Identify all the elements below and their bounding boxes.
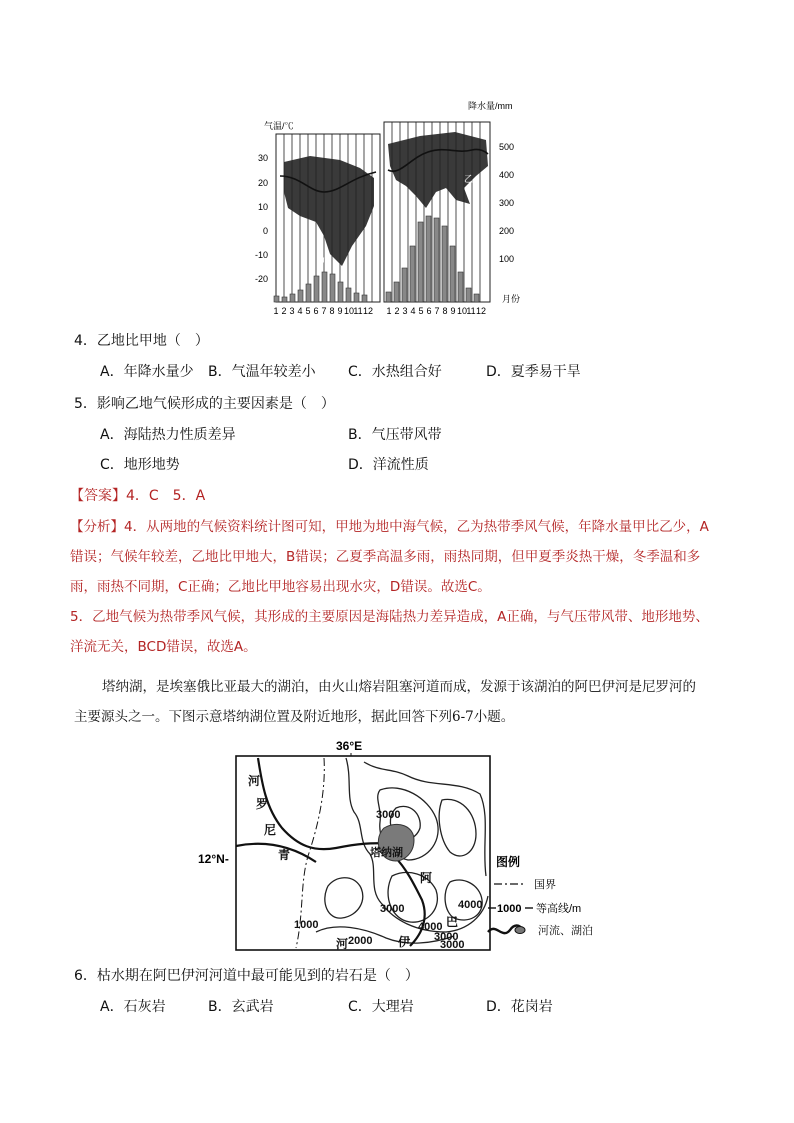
left-tick: 10	[257, 202, 268, 212]
month-label: 8	[329, 306, 335, 316]
q4-option-b: B．气温年较差小	[208, 364, 316, 380]
contour-label: 2000	[348, 935, 373, 947]
month-label: 11	[466, 306, 476, 316]
analysis-line-4: 5．乙地气候为热带季风气候，其形成的主要原因是海陆热力差异造成，A正确，与气压带风带、地形地势、	[70, 609, 709, 625]
month-label: 12	[362, 306, 374, 316]
month-label: 1	[386, 306, 392, 316]
contour-label: 3000	[380, 903, 405, 915]
q6-option-c: C．大理岩	[348, 999, 414, 1015]
intro-line-2: 主要源头之一。下图示意塔纳湖位置及附近地形，据此回答下列6-7小题。	[74, 709, 515, 725]
q6-stem: 6．枯水期在阿巴伊河河道中最可能见到的岩石是（ ）	[74, 968, 419, 984]
left-tick: 0	[262, 226, 268, 236]
q4-stem: 4．乙地比甲地（ ）	[74, 333, 209, 349]
q4-option-c: C．水热组合好	[348, 364, 442, 380]
q5-option-a: A．海陆热力性质差异	[100, 427, 236, 443]
longitude-label: 36°E	[336, 739, 363, 753]
month-label: 3	[289, 306, 295, 316]
river-right-char: 巴	[446, 915, 459, 929]
analysis-line-1: 4．从两地的气候资料统计图可知，甲地为地中海气候，乙为热带季风气候，年降水量甲比乙少，A	[124, 519, 709, 535]
q5-option-c: C．地形地势	[100, 457, 180, 473]
right-tick: 200	[499, 226, 515, 236]
river-left-char: 河	[248, 774, 261, 788]
river-right-char: 河	[336, 937, 349, 951]
month-label: 7	[321, 306, 327, 316]
month-label: 10	[456, 306, 468, 316]
contour-label: 4000	[458, 899, 483, 911]
left-tick: -20	[254, 274, 268, 284]
intro-line-1: 塔纳湖，是埃塞俄比亚最大的湖泊，由火山熔岩阻塞河道而成，发源于该湖泊的阿巴伊河是尼罗河的	[102, 679, 696, 695]
month-label: 2	[394, 306, 400, 316]
month-label: 4	[297, 306, 303, 316]
legend-river: 河流、湖泊	[538, 924, 593, 937]
month-label: 8	[442, 306, 448, 316]
analysis-line-2: 错误；气候年较差，乙地比甲地大，B错误；乙夏季高温多雨，雨热同期，但甲夏季炎热干燥，冬季温和多	[70, 549, 701, 565]
month-label: 10	[343, 306, 355, 316]
contour-label: 3000	[434, 931, 459, 943]
month-unit: 月份	[502, 294, 521, 304]
label-jia: 甲	[317, 257, 325, 266]
right-tick: 500	[499, 142, 515, 152]
month-label: 6	[313, 306, 319, 316]
legend-border: 国界	[534, 879, 556, 891]
month-label: 7	[434, 306, 440, 316]
q4-option-a: A．年降水量少	[100, 364, 194, 380]
month-label: 9	[450, 306, 456, 316]
contour-label: 4000	[418, 921, 443, 933]
q6-option-b: B．玄武岩	[208, 999, 274, 1015]
month-label: 1	[273, 306, 279, 316]
left-tick: -10	[254, 250, 268, 260]
month-label: 5	[418, 306, 424, 316]
month-label: 4	[410, 306, 416, 316]
right-tick: 300	[499, 198, 515, 208]
contour-label: 1000	[294, 919, 319, 931]
left-tick: 30	[257, 153, 268, 163]
q6-option-d: D．花岗岩	[486, 999, 553, 1015]
month-label: 9	[337, 306, 343, 316]
answer-tag: 【答案】	[70, 488, 126, 504]
q4-option-d: D．夏季易干旱	[486, 364, 581, 380]
answer-text: 4．C 5．A	[126, 488, 206, 504]
analysis-tag: 【分析】	[70, 519, 124, 535]
month-label: 5	[305, 306, 311, 316]
legend-contour: 等高线/m	[536, 903, 582, 915]
q6-option-a: A．石灰岩	[100, 999, 166, 1015]
label-yi: 乙	[464, 174, 474, 184]
contour-label: 3000	[376, 809, 401, 821]
answer-line	[70, 486, 205, 506]
month-label: 2	[281, 306, 287, 316]
river-right-char: 伊	[398, 935, 411, 949]
right-tick: 400	[499, 170, 515, 180]
month-label: 12	[475, 306, 487, 316]
month-label: 11	[353, 306, 363, 316]
river-right-char: 阿	[420, 871, 433, 885]
analysis-line-3: 雨，雨热不同期，C正确；乙地比甲地容易出现水灾，D错误。故选C。	[70, 579, 491, 595]
lake-label: 塔纳湖	[370, 847, 403, 859]
river-left-char: 罗	[256, 797, 269, 811]
left-axis-title: 气温/℃	[264, 121, 294, 131]
q5-option-d: D．洋流性质	[348, 457, 429, 473]
contour-label: 3000	[440, 939, 465, 951]
right-axis-title: 降水量/mm	[468, 101, 513, 111]
left-tick: 20	[257, 178, 268, 188]
analysis-line-5: 洋流无关，BCD错误，故选A。	[70, 639, 257, 655]
analysis-block	[70, 512, 750, 662]
month-label: 3	[402, 306, 408, 316]
q5-stem: 5．影响乙地气候形成的主要因素是（ ）	[74, 396, 335, 412]
right-tick: 100	[499, 254, 515, 264]
river-left-char: 尼	[264, 823, 277, 837]
river-left-char: 青	[278, 848, 291, 862]
legend-title: 图例	[496, 855, 521, 869]
latitude-label: 12°N-	[198, 852, 229, 866]
legend-contour-value: 1000	[497, 903, 522, 915]
climate-figure	[250, 96, 540, 314]
q5-option-b: B．气压带风带	[348, 427, 442, 443]
month-label: 6	[426, 306, 432, 316]
